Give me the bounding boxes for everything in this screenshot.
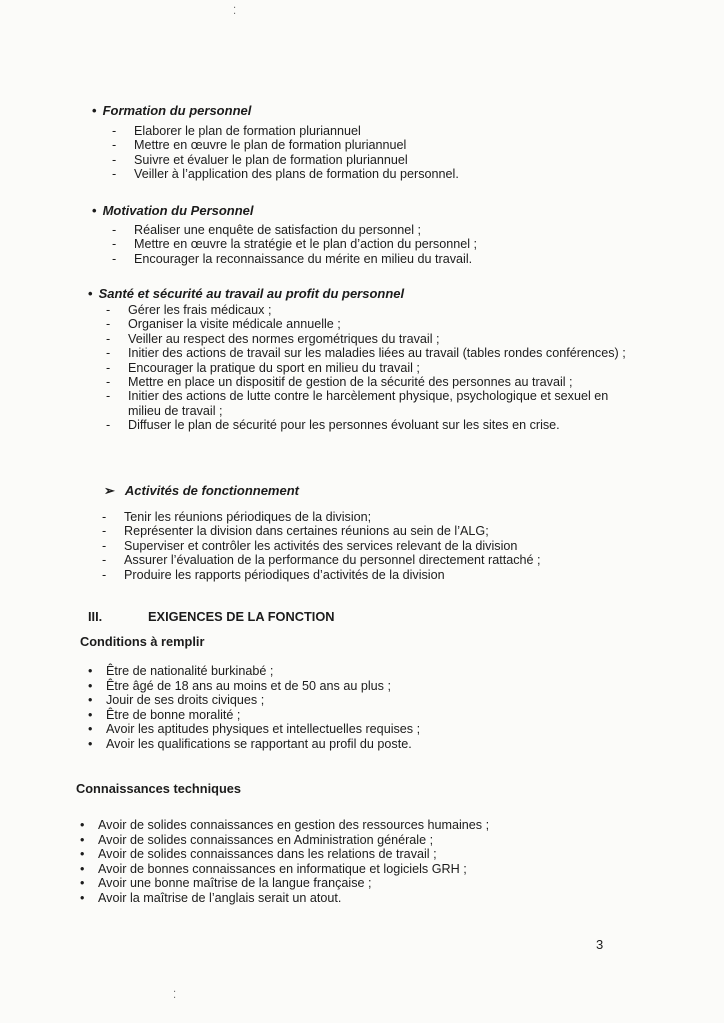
list-item: - Encourager la reconnaissance du mérite en milieu du travail.: [112, 252, 477, 266]
list-item: - Gérer les frais médicaux ;: [106, 303, 628, 317]
list-sante: [106, 303, 628, 433]
list-item: - Produire les rapports périodiques d’activités de la division: [102, 568, 541, 582]
section-heading-requirements: III. EXIGENCES DE LA FONCTION: [88, 609, 335, 624]
section-title-formation: • Formation du personnel: [92, 103, 252, 118]
bullet-icon: •: [92, 203, 97, 218]
list-item: • Avoir les qualifications se rapportant au profil du poste.: [88, 737, 420, 752]
list-item: • Avoir une bonne maîtrise de la langue française ;: [80, 876, 489, 891]
knowledge-heading: Connaissances techniques: [76, 781, 241, 796]
list-item: - Représenter la division dans certaines réunions au sein de l’ALG;: [102, 524, 541, 538]
list-item: - Superviser et contrôler les activités des services relevant de la division: [102, 539, 541, 553]
list-item: - Mettre en œuvre le plan de formation pluriannuel: [112, 138, 459, 152]
list-item: - Encourager la pratique du sport en milieu du travail ;: [106, 361, 628, 375]
list-item: • Jouir de ses droits civiques ;: [88, 693, 420, 708]
list-formation: [112, 124, 459, 182]
list-item: • Avoir de solides connaissances en gestion des ressources humaines ;: [80, 818, 489, 833]
list-item: - Elaborer le plan de formation pluriannuel: [112, 124, 459, 138]
list-item: - Initier des actions de lutte contre le harcèlement physique, psychologique et sexuel en milieu de travail ;: [106, 389, 628, 418]
list-item: • Avoir de solides connaissances dans les relations de travail ;: [80, 847, 489, 862]
list-item: - Veiller au respect des normes ergométriques du travail ;: [106, 332, 628, 346]
list-motivation: [112, 223, 477, 266]
list-item: - Initier des actions de travail sur les maladies liées au travail (tables rondes conférences) ;: [106, 346, 628, 360]
bullet-icon: •: [88, 286, 93, 301]
list-activities: [102, 510, 541, 582]
list-item: - Tenir les réunions périodiques de la division;: [102, 510, 541, 524]
conditions-heading: Conditions à remplir: [80, 634, 205, 649]
list-item: • Être âgé de 18 ans au moins et de 50 ans au plus ;: [88, 679, 420, 694]
list-item: - Mettre en place un dispositif de gestion de la sécurité des personnes au travail ;: [106, 375, 628, 389]
list-item: • Être de bonne moralité ;: [88, 708, 420, 723]
section-title-sante: • Santé et sécurité au travail au profit du personnel: [88, 286, 405, 301]
bullet-icon: •: [92, 103, 97, 118]
list-item: • Être de nationalité burkinabé ;: [88, 664, 420, 679]
list-item: - Veiller à l’application des plans de formation du personnel.: [112, 167, 459, 181]
scan-speck: ⁚: [173, 990, 177, 1001]
list-item: - Diffuser le plan de sécurité pour les personnes évoluant sur les sites en crise.: [106, 418, 628, 432]
list-item: - Réaliser une enquête de satisfaction du personnel ;: [112, 223, 477, 237]
list-item: - Mettre en œuvre la stratégie et le plan d’action du personnel ;: [112, 237, 477, 251]
list-item: • Avoir la maîtrise de l’anglais serait un atout.: [80, 891, 489, 906]
list-item: - Organiser la visite médicale annuelle ;: [106, 317, 628, 331]
arrow-bullet-icon: ➢: [104, 483, 115, 498]
scan-speck: ⁚: [233, 6, 237, 17]
list-item: - Suivre et évaluer le plan de formation pluriannuel: [112, 153, 459, 167]
page-number: 3: [596, 937, 604, 952]
list-item: • Avoir de bonnes connaissances en informatique et logiciels GRH ;: [80, 862, 489, 877]
section-title-motivation: • Motivation du Personnel: [92, 203, 254, 218]
list-item: • Avoir les aptitudes physiques et intellectuelles requises ;: [88, 722, 420, 737]
list-item: • Avoir de solides connaissances en Administration générale ;: [80, 833, 489, 848]
activities-heading: ➢ Activités de fonctionnement: [104, 483, 299, 498]
list-knowledge: [80, 818, 489, 906]
list-item: - Assurer l’évaluation de la performance du personnel directement rattaché ;: [102, 553, 541, 567]
list-conditions: [88, 664, 420, 752]
